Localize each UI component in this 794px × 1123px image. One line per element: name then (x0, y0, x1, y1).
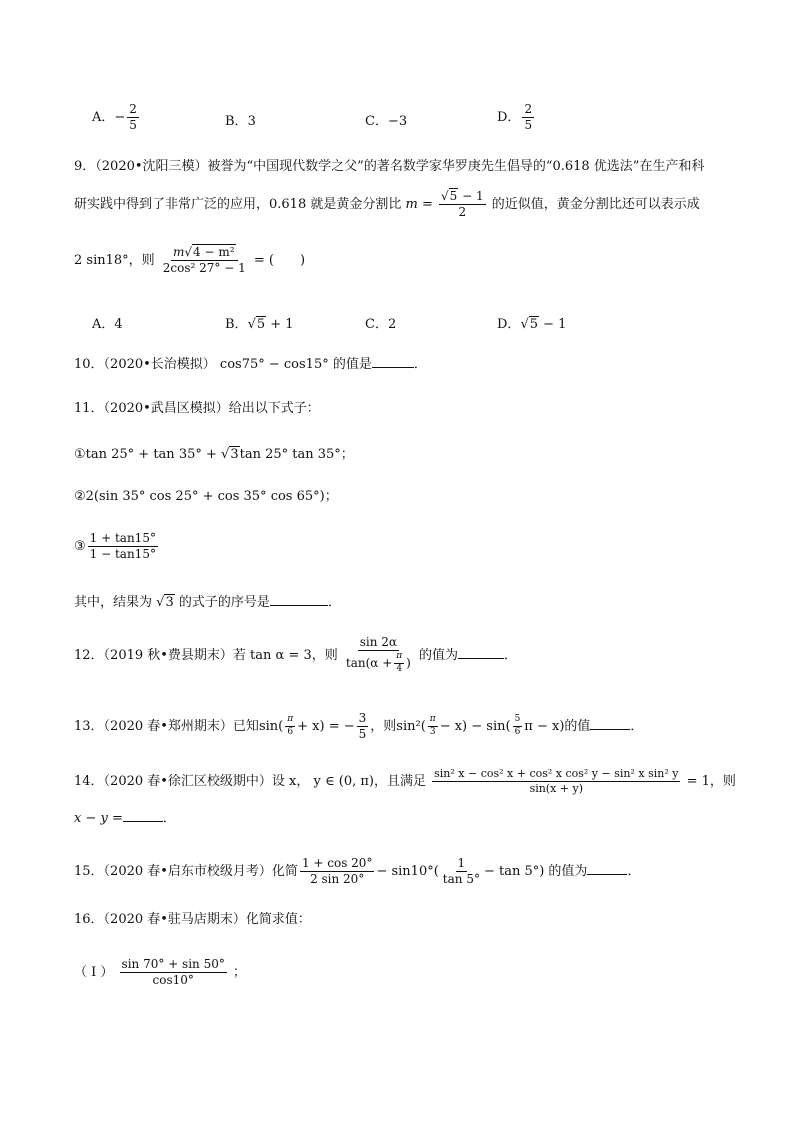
q16-intro: 16．（2020 春•驻马店期末）化简求值： (74, 912, 311, 927)
q8-option-c: C．−3 (365, 114, 408, 129)
q9-line-2: 研实践中得到了非常广泛的应用，0.618 就是黄金分割比 m = $\frac{√5 - 1}{2}$ 的近似值，黄金分割比还可以表示成 (74, 189, 700, 220)
q11-item-1: ①tan 25° + tan 35° + √3tan 25° tan 35°； (74, 447, 354, 462)
q9-option-d: D．√5 − 1 (497, 317, 567, 332)
q12-line: 12．（2019 秋•费县期末）若 tan α = 3，则 sin 2α tan(α + $\frac{\pi}{4}$ ) 的值为 ． (74, 635, 518, 675)
answer-blank[interactable] (590, 717, 630, 730)
q14-line-2: x − y = ． (74, 811, 176, 826)
q9-line-3: 2 sin18°，则 $\frac{\text{m√4 − m²}}{\text{2cos² 27° − 1}}$ = ( ) (74, 245, 306, 276)
answer-blank[interactable] (123, 809, 163, 822)
q8-option-b: B．3 (225, 114, 256, 129)
q16-item-1: （ I ） $\frac{\sin 70^\circ + \sin 50^\circ}{\cos 10^\circ}$ ； (74, 957, 247, 988)
q14-line-1: 14．（2020 春•徐汇区校级期中）设 x， y ∈ (0, π)，且满足 $\frac{\text{sin² x − cos² x + cos² x cos² y − sin² x sin² y}}{\sin(x + y)}$ = 1，则 (74, 767, 736, 796)
answer-blank[interactable] (587, 862, 627, 875)
q9-option-b: B．√5 + 1 (225, 317, 294, 332)
q13-line: 13．（2020 春•郑州期末）已知sin( $\frac{\pi}{6}$ + x) = − $\frac{3}{5}$ ，则sin²( $\frac{\pi}{3}$ − x) − sin( $\frac{5}{6}$ π − x)的值 ． (74, 711, 644, 742)
q8-option-a: A．− $\frac{2}{5}$ (92, 102, 137, 133)
q11-item-3: ③ $\frac{1 + \tan 15^\circ}{1 - \tan 15^\circ}$ (74, 531, 156, 562)
q9-line-1: 9．（2020•沈阳三模）被誉为“中国现代数学之父”的著名数学家华罗庚先生倡导的“0.618 优选法”在生产和科 (74, 159, 705, 174)
answer-blank[interactable] (270, 593, 328, 606)
q11-result: 其中，结果为 √3 的式子的序号是 ． (74, 595, 341, 610)
q11-item-2: ②2(sin 35° cos 25° + cos 35° cos 65°)； (74, 489, 338, 504)
q10-line: 10．（2020•长治模拟） cos75° − cos15° 的值是 ． (74, 357, 427, 372)
answer-blank[interactable] (372, 355, 414, 368)
q9-option-a: A．4 (92, 317, 123, 332)
answer-blank[interactable] (458, 646, 504, 659)
q15-line: 15．（2020 春•启东市校级月考）化简 $\frac{1 + \cos 20^\circ}{2 \sin 20^\circ}$ − sin10°( $\frac{1}{\tan 5^\circ}$ − tan 5°) 的值为 ． (74, 856, 641, 887)
q9-option-c: C．2 (365, 317, 397, 332)
q11-intro: 11．（2020•武昌区模拟）给出以下式子： (74, 401, 320, 416)
q8-option-d: D． $\frac{2}{5}$ (497, 102, 533, 133)
